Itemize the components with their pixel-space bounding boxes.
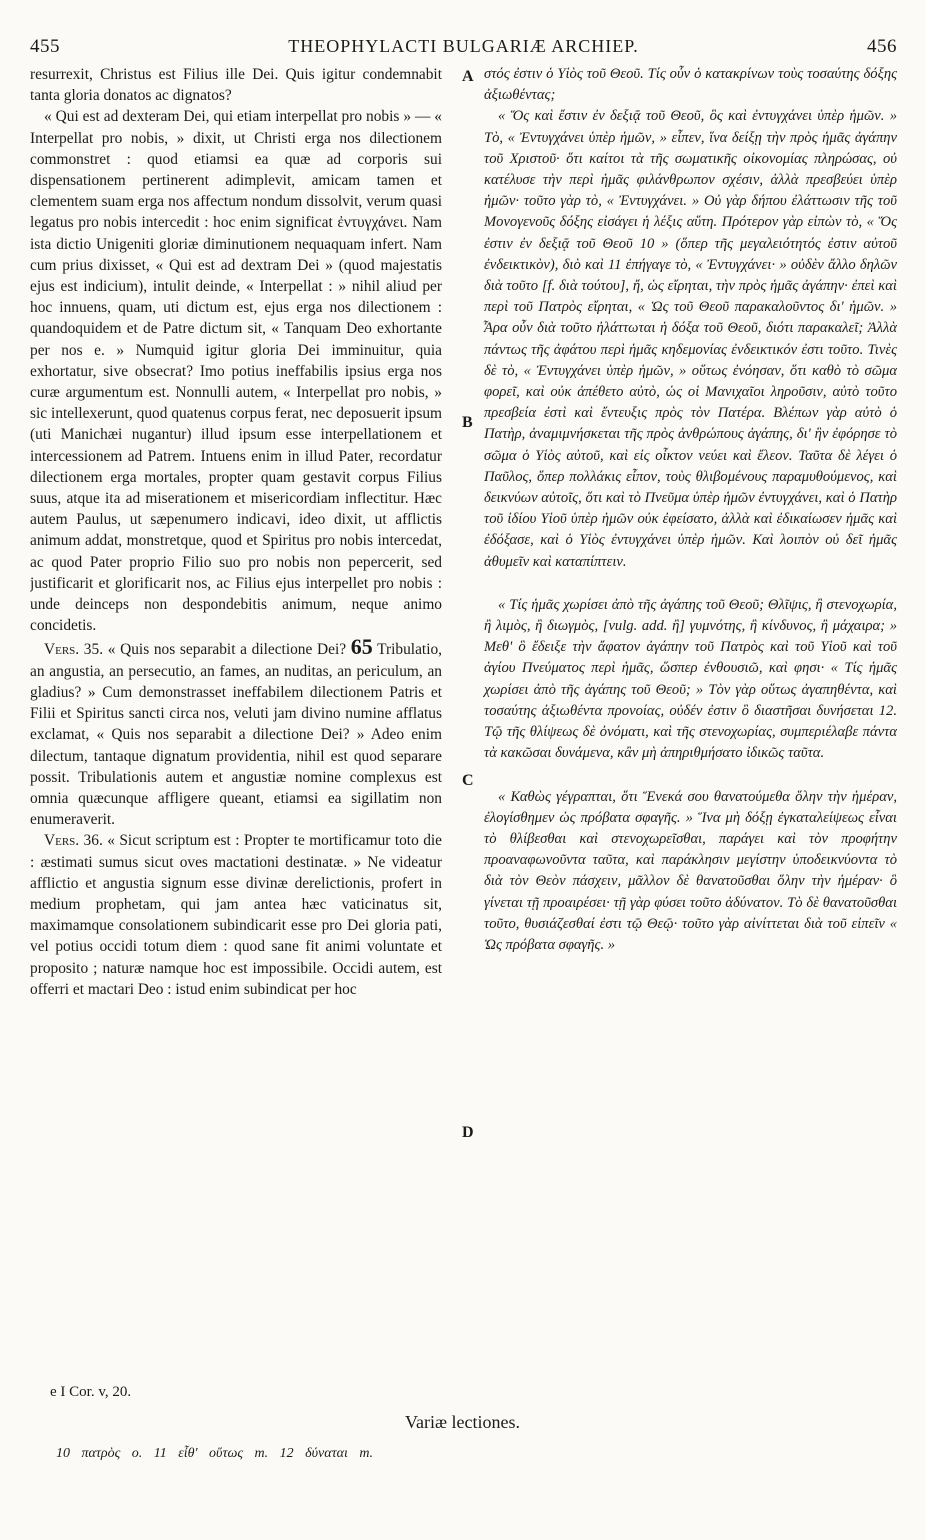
margin-letter-b: B <box>462 414 473 431</box>
margin-letter-c: C <box>462 772 474 789</box>
margin-letters <box>460 64 480 1374</box>
column-number: 65 <box>350 634 373 660</box>
page-number-left: 455 <box>30 36 60 57</box>
latin-column <box>30 64 460 1374</box>
variae-lectiones-heading: Variæ lectiones. <box>405 1412 520 1432</box>
verse-label: Vers. 35. <box>44 641 104 659</box>
page-number-right: 456 <box>866 36 897 57</box>
paragraph-gap <box>484 573 897 595</box>
margin-letter-a: A <box>462 68 474 85</box>
running-title: THEOPHYLACTI BULGARIÆ ARCHIEP. <box>288 36 639 56</box>
greek-paragraph: στός ἐστιν ὁ Υἱὸς τοῦ Θεοῦ. Τίς οὖν ὁ κατακρίνων τοὺς τοσαύτης δόξης ἀξιωθέντας; <box>484 66 897 104</box>
latin-paragraph: « Qui est ad dexteram Dei, qui etiam interpellat pro nobis » — « Interpellat pro nobis, » dixit, ut Christi erga nos dilectionem commonstret : quod etiamsi ea quæ ad corporis sui dispensationem pertinerent adimplevit, amicam tamen et clementem suam erga nos affectum nondum dissolvit, verum quasi legatus pro nobis intercedit : hoc enim significat ἐντυγχάνει. Nam ista dictio Unigeniti gloriæ diminutionem nequaquam infert. Nam cum prius dixisset, « Qui est ad dextram Dei » (quod majestatis ejus est indicium), intulit deinde, « Interpellat : » nihil aliud per hoc innuens, quam, uti dictum est, ejus erga nos dilectionem : quandoquidem et de Patre dictum sit, « Tanquam Deo exhortante per nos e. » Numquid igitur gloria Dei imminuitur, quia exhortatur, sive obsecrat? Imo potius ineffabilis ipsius erga nos curæ argumentum est. Nonnulli autem, « Interpellat pro nobis, » sic intellexerunt, quod quatenus corpus ferat, nec deposuerit ipsum (uti Manichæi nugantur) illud ipsum esse interpellationem et intercessionem ad Patrem. Intuens enim in illud Pater, recordatur dilectionem erga mortales, propter quam gestavit corpus Filius suus, atque ita ad miserationem et misericordiam inflectitur. Hæc autem Paulus, ut sæpenumero indicavi, ideo dixit, ut afflictis animum addat, monstretque, quod et Spiritus pro nobis intercedat, ac quod Pater proprio Filio suo pro nobis non pepercerit, sed justificarit et glorificarit nos, ac Filius ejus interpellet pro nobis : unde deinceps non despondebitis animum, neque animo concidetis. <box>30 108 442 635</box>
latin-paragraph <box>30 636 442 830</box>
running-header <box>30 36 897 60</box>
variae-lectiones-list: 10 πατρὸς o. 11 εἶθ' οὕτως m. 12 δύναται m. <box>56 1446 373 1461</box>
latin-text: « Quis nos separabit a dilectione Dei? <box>107 641 347 659</box>
latin-paragraph <box>30 830 442 1000</box>
greek-column <box>480 64 897 1374</box>
paragraph-gap <box>484 765 897 787</box>
margin-letter-d: D <box>462 1124 474 1141</box>
greek-paragraph: « Τίς ἡμᾶς χωρίσει ἀπὸ τῆς ἀγάπης τοῦ Θεοῦ; Θλῖψις, ἢ στενοχωρία, ἢ λιμὸς, ἢ διωγμὸς, [vulg. add. ἢ] γυμνότης, ἢ κίνδυνος, ἢ μάχαιρα; » Μεθ' ὃ ἔδειξε τὴν ἄφατον ἀγάπην τοῦ Πατρὸς καὶ τοῦ Υἱοῦ καὶ τοῦ ἁγίου Πνεύματος περὶ ἡμᾶς, ὥσπερ ἐνθουσιῶ, καὶ φησι· « Τίς ἡμᾶς χωρίσει ἀπὸ τῆς ἀγάπης τοῦ Θεοῦ; » Τὸν γὰρ οὕτως ἀγαπηθέντα, καὶ τοσαύτης ἀξιωθέντα προνοίας, οὐδέν ἐστιν ὃ διαστῆσαι δυνήσεται 12. Τῷ τῆς θλίψεως δὲ ὀνόματι, καὶ τῆς στενοχωρίας, συμπεριέλαβε πάντα τὰ κακῶσαι δυνάμενα, κἂν μὴ ἀπηριθμήσατο ἰδικῶς ταῦτα. <box>484 596 897 762</box>
footnote: e I Cor. v, 20. <box>50 1384 132 1400</box>
greek-paragraph: « Καθὼς γέγραπται, ὅτι Ἕνεκά σου θανατούμεθα ὅλην τὴν ἡμέραν, ἐλογίσθημεν ὡς πρόβατα σφαγῆς. » Ἵνα μὴ δόξῃ ἐγκαταλείψεως εἶναι τὸ θλίβεσθαι καὶ στενοχωρεῖσθαι, παράγει καὶ τὸν προφήτην προαναφωνοῦντα ταῦτα, καὶ παράκλησιν μεγίστην ὑποδεικνύοντα τὸ διὰ τὸν Θεὸν πάσχειν, μᾶλλον δὲ θανατοῦσθαι ὅλην τὴν ἡμέραν· ὃ γίνεται τῇ προαιρέσει· τῇ γὰρ φύσει τοῦτο ἀδύνατον. Τὸ δὲ θανατοῦσθαι τοῦτο, θυσιάζεσθαί ἐστι τῷ Θεῷ· τοῦτο γὰρ αἰνίττεται διὰ τοῦ εἰπεῖν « Ὡς πρόβατα σφαγῆς. » <box>484 788 897 953</box>
latin-text: Tribulatio, an angustia, an persecutio, an fames, an nuditas, an periculum, an gladius? » Cum demonstrasset ineffabilem dilectionem Patris et Filii et Spiritus sancti circa nos, veluti jam divino numine afflatus exclamat, « Quis nos separabit a dilectione Dei? » Adeo enim dilectum, tantaque dignatum providentia, nihil est quod separare possit. Tribulationis autem et angustiæ nomine complexus est omnia quæcunque affligere queant, etiamsi ea sigillatim non enumeraverit. <box>30 641 443 829</box>
latin-text: « Sicut scriptum est : Propter te mortificamur toto die : æstimati sumus sicut oves mactationi destinatæ. » Ne videatur afflictio et angustia signum esse divinæ derelictionis, profert in medium prophetam, qui jam antea hæc vaticinatus sit, maximamque consolationem subindicarit esse pro Dei gloria pati, vel potius occidi totum diem : quod sane fit animi voluntate et proposito ; naturæ namque hoc est impossibile. Occidi autem, est offerri et mactari Deo : istud enim subindicat per hoc <box>30 832 442 998</box>
verse-label: Vers. 36. <box>44 832 103 850</box>
latin-paragraph: resurrexit, Christus est Filius ille Dei. Quis igitur condemnabit tanta gloria donatos ac dignatos? <box>30 66 442 105</box>
two-column-body <box>30 64 897 1374</box>
greek-paragraph: « Ὅς καὶ ἔστιν ἐν δεξιᾷ τοῦ Θεοῦ, ὃς καὶ ἐντυγχάνει ὑπὲρ ἡμῶν. » Τὸ, « Ἐντυγχάνει ὑπὲρ ἡμῶν, » εἶπεν, ἵνα δείξῃ τὴν πρὸς ἡμᾶς ἀγάπην τοῦ Χριστοῦ· ὅτι καίτοι τὰ τῆς σωματικῆς οἰκονομίας πληρώσας, οὐ κατέλυσε τὴν περὶ ἡμᾶς φιλάνθρωπον σχέσιν, ἀλλὰ πρεσβεύει ὑπὲρ ἡμῶν· τοῦτο γὰρ τὸ, « Ἐντυγχάνει. » Οὐ γὰρ δήπου ἐλάττωσιν τῆς τοῦ Μονογενοῦς δόξης εἰσάγει ἡ λέξις αὕτη. Πρότερον γὰρ εἰπὼν τὸ, « Ὅς ἐστιν ἐν δεξιᾷ τοῦ Θεοῦ 10 » (ὅπερ τῆς μεγαλειότητός ἐστιν αὐτοῦ ἐνδεικτικὸν), διὸ καὶ 11 ἐπήγαγε τὸ, « Ἐντυγχάνει· » οὐδὲν ἄλλο δηλῶν διὰ τοῦτο [f. διὰ τούτου], ἤ, ὡς εἴρηται, τὴν πρὸς ἡμᾶς ἀγάπην· ἐπεὶ καὶ περὶ τοῦ Πατρὸς εἴρηται, « Ὡς τοῦ Θεοῦ παρακαλοῦντος δι' ἡμῶν. » Ἆρα οὖν διὰ τοῦτο ἠλάττωται ἡ δόξα τοῦ Θεοῦ, διότι παρακαλεῖ; Ἀλλὰ πάντως τῆς ἀφάτου περὶ ἡμᾶς κηδεμονίας ἐνδεικτικόν ἐστι τοῦτο. Τινὲς δὲ τὸ, « Ἐντυγχάνει ὑπὲρ ἡμῶν, » οὕτως ἐνόησαν, ὅτι καθὸ τὸ σῶμα φορεῖ, καὶ οὐκ ἀπέθετο αὐτὸ, ὡς οἱ Μανιχαῖοι ληροῦσιν, αὐτὸ τοῦτο πρεσβεία ἐστὶ καὶ ἔντευξις πρὸς τὸν Πατέρα. Βλέπων γὰρ αὐτὸ ὁ Πατὴρ, ἀναμιμνήσκεται τῆς πρὸς ἀνθρώπους ἀγάπης, δι' ἣν ἐφόρησε τὸ σῶμα ὁ Υἱὸς αὐτοῦ, καὶ εἰς οἶκτον νεύει καὶ ἔλεον. Ταῦτα δὲ λέγει ὁ Παῦλος, ὅπερ πολλάκις εἶπον, τοὺς θλιβομένους παραμυθούμενος, καὶ δεικνύων αὐτοῖς, ὅτι καὶ τὸ Πνεῦμα ὑπὲρ ἡμῶν ἐντυγχάνει, καὶ ὁ Πατὴρ τοῦ ἰδίου Υἱοῦ ὑπὲρ ἡμῶν οὐκ ἐφείσατο, ἀλλὰ καὶ ἐδικαίωσεν ἡμᾶς καὶ ἐδόξασε, καὶ ὁ Υἱὸς ἐντυγχάνει ὑπὲρ ἡμῶν. Καὶ λοιπὸν οὐ δεῖ ἡμᾶς ἀθυμεῖν καὶ καταπίπτειν. <box>484 108 897 570</box>
